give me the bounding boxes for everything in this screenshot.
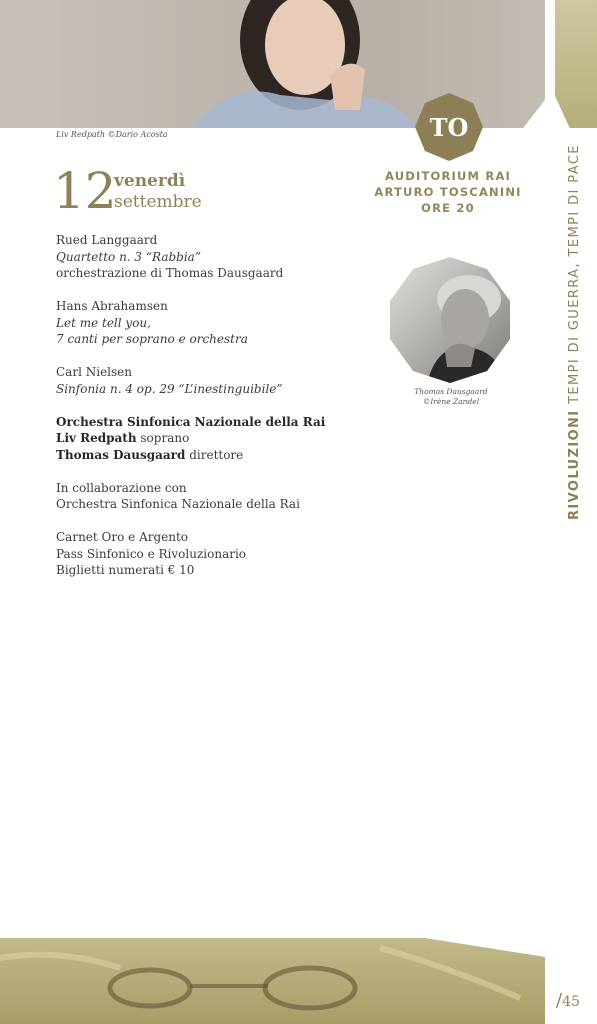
photo-caption: Liv Redpath ©Dario Acosta <box>56 130 168 139</box>
work-subtitle: 7 canti per soprano e orchestra <box>56 332 248 346</box>
date-month: settembre <box>114 192 202 212</box>
ticket-line-3: Biglietti numerati € 10 <box>56 563 195 577</box>
section-label-bold: RIVOLUZIONI <box>567 409 582 520</box>
program-work-2 <box>56 298 366 348</box>
soloist-name: Liv Redpath <box>56 431 137 445</box>
ticket-line-1: Carnet Oro e Argento <box>56 530 189 544</box>
page-number-slash: / <box>556 990 563 1011</box>
collab-line-1: In collaborazione con <box>56 480 187 495</box>
date-day-number: 12 <box>53 162 117 220</box>
footer-decorative-photo <box>0 938 545 1024</box>
work-title: Let me tell you, <box>56 315 151 330</box>
program-list <box>56 232 366 595</box>
conductor-portrait <box>387 257 513 383</box>
conductor-name: Thomas Dausgaard <box>56 447 186 462</box>
performers <box>56 414 366 464</box>
conductor-role: direttore <box>185 447 244 462</box>
page-number <box>556 990 580 1011</box>
portrait-caption-name: Thomas Dausgaard <box>414 387 488 396</box>
ticket-info <box>56 529 366 579</box>
composer: Carl Nielsen <box>56 365 132 379</box>
portrait-caption <box>396 387 506 407</box>
section-sidebar-label <box>567 144 582 520</box>
venue-time: ORE 20 <box>421 201 475 215</box>
orchestra-name: Orchestra Sinfonica Nazionale della Rai <box>56 414 326 429</box>
venue-block <box>372 168 524 216</box>
program-work-3 <box>56 364 366 397</box>
venue-line1: AUDITORIUM RAI <box>384 169 512 183</box>
ticket-line-2: Pass Sinfonico e Rivoluzionario <box>56 546 247 561</box>
work-title: Quartetto n. 3 “Rabbia” <box>56 249 201 264</box>
program-work-1 <box>56 232 366 282</box>
work-title: Sinfonia n. 4 op. 29 “L’inestinguibile” <box>56 381 283 396</box>
venue-line2: ARTURO TOSCANINI <box>374 185 522 199</box>
collab-line-2: Orchestra Sinfonica Nazionale della Rai <box>56 497 300 511</box>
decorative-corner-image <box>555 0 597 128</box>
composer: Hans Abrahamsen <box>56 299 168 313</box>
collaboration-note <box>56 480 366 513</box>
soloist-role: soprano <box>136 431 190 445</box>
work-note: orchestrazione di Thomas Dausgaard <box>56 266 284 280</box>
city-badge-text: TO <box>429 113 469 142</box>
date-weekday: venerdì <box>114 171 186 191</box>
section-label-rest: TEMPI DI GUERRA, TEMPI DI PACE <box>567 144 582 410</box>
page-number-value: 45 <box>562 994 580 1010</box>
composer: Rued Langgaard <box>56 233 158 247</box>
portrait-caption-credit: ©Irène Zandel <box>422 397 480 406</box>
city-badge <box>415 93 483 161</box>
